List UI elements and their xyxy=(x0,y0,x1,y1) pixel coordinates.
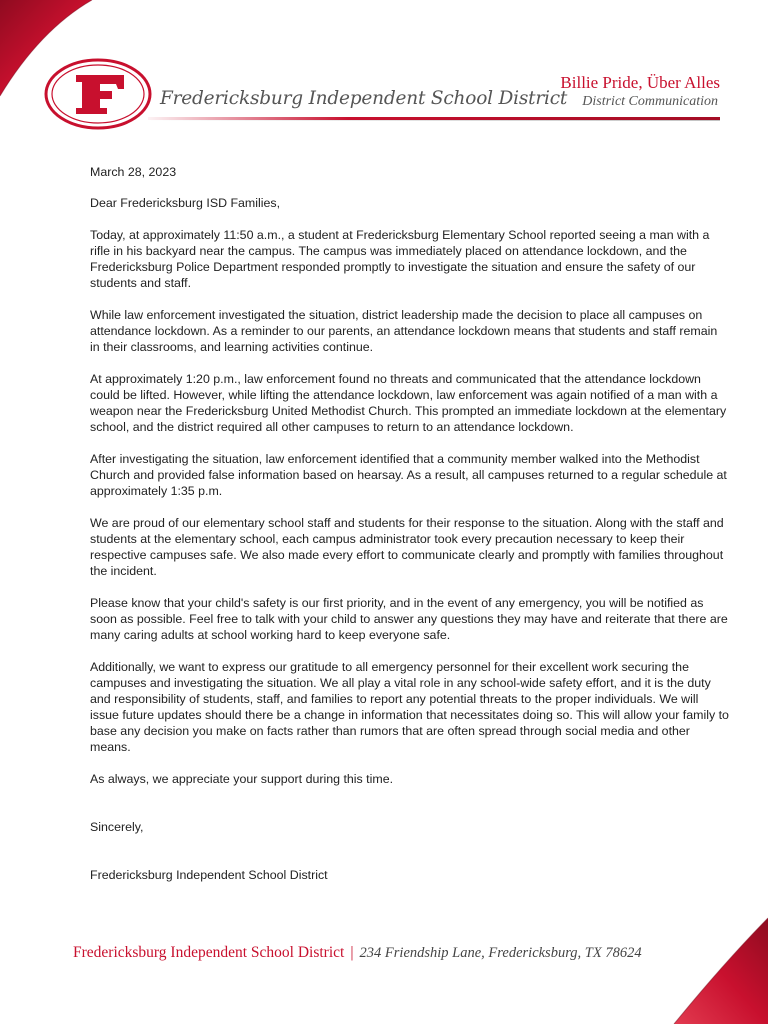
letter-body xyxy=(90,164,730,899)
letter-date: March 28, 2023 xyxy=(90,165,177,179)
letter-paragraph: As always, we appreciate your support during this time. xyxy=(90,772,394,786)
footer-address: 234 Friendship Lane, Fredericksburg, TX 78624 xyxy=(359,945,642,961)
letter-paragraph: At approximately 1:20 p.m., law enforcement found no threats and communicated that the attendance lockdown could be lifted. However, while lifting the attendance lockdown, law enforcement was again notified of a man with a weapon near the Fredericksburg United Methodist Church. This prompted an immediate lockdown at the elementary school, and the district required all other campuses to return to an attendance lockdown. xyxy=(90,372,727,434)
letterhead-motto: Billie Pride, Über Alles xyxy=(560,73,720,92)
header-divider-shadow xyxy=(148,120,720,121)
corner-decoration-bottom-right xyxy=(668,914,768,1024)
letter-paragraph: After investigating the situation, law enforcement identified that a community member walked into the Methodist Church and provided false information based on hearsay. As a result, all campuses returned to a regular schedule at approximately 1:35 p.m. xyxy=(90,452,727,498)
letter-salutation: Dear Fredericksburg ISD Families, xyxy=(90,196,281,210)
letter-paragraph: While law enforcement investigated the situation, district leadership made the decision to place all campuses on attendance lockdown. As a reminder to our parents, an attendance lockdown means that students and staff remain in their classrooms, and learning activities continue. xyxy=(90,308,718,354)
letter-footer xyxy=(73,944,642,962)
letter-paragraph: Today, at approximately 11:50 a.m., a student at Fredericksburg Elementary School reported seeing a man with a rifle in his backyard near the campus. The campus was immediately placed on attendance lockdown, and the Fredericksburg Police Department responded promptly to investigate the situation and ensure the safety of our students and staff. xyxy=(90,228,710,290)
district-logo-icon xyxy=(44,58,152,130)
letter-paragraph: Additionally, we want to express our gratitude to all emergency personnel for their excellent work securing the campuses and investigating the situation. We all play a vital role in any school-wide safety effort, and it is the duty and responsibility of students, staff, and families to report any potential threats to the proper individuals. We will issue future updates should there be a change in information that necessitates doing so. This will allow your family to base any decision you make on facts rather than rumors that are often spread through social media and other means. xyxy=(90,660,729,754)
letter-closing: Sincerely, xyxy=(90,820,144,834)
footer-district-name: Fredericksburg Independent School District xyxy=(73,944,345,961)
letterhead-district-name: Fredericksburg Independent School District xyxy=(160,88,568,109)
letter-signature: Fredericksburg Independent School District xyxy=(90,868,328,882)
letter-paragraph: Please know that your child's safety is our first priority, and in the event of any emergency, you will be notified as soon as possible. Feel free to talk with your child to answer any questions they may have and reiterate that there are many caring adults at school working hard to keep everyone safe. xyxy=(90,596,728,642)
footer-separator: | xyxy=(350,944,354,961)
letter-paragraph: We are proud of our elementary school staff and students for their response to the situation. Along with the staff and students at the elementary school, each campus administrator took every precaution necessary to keep their respective campuses safe. We also made every effort to communicate clearly and promptly with families throughout the incident. xyxy=(90,516,724,578)
letterhead-communication-label: District Communication xyxy=(582,94,718,109)
